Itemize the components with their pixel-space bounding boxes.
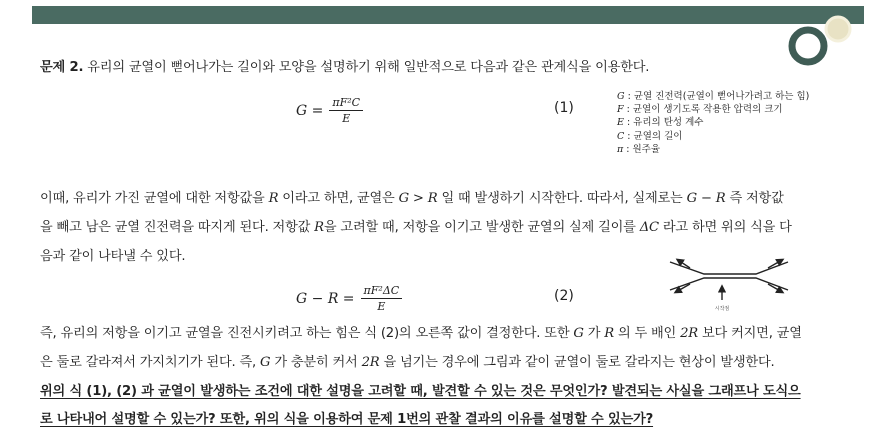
force-arrows xyxy=(676,260,782,300)
equation-2-denominator: E xyxy=(377,300,386,313)
paragraph-1-line-3: 음과 같이 나타낼 수 있다. xyxy=(40,249,186,264)
problem-number: 문제 2. xyxy=(40,60,84,75)
variable-legend xyxy=(617,90,809,156)
legend-item: π : 원주율 xyxy=(617,143,661,155)
paragraph-1-line-1: 이때, 유리가 가진 균열에 대한 저항값을 R 이라고 하면, 균열은 G > R 일 때 발생하기 시작한다. 따라서, 실제로는 G − R 즉 저항값 xyxy=(40,191,784,206)
equation-1 xyxy=(296,96,363,125)
decor-circle-dark xyxy=(792,30,824,62)
paragraph-2-line-1: 즉, 유리의 저항을 이기고 균열을 진전시키려고 하는 힘은 식 (2)의 오른쪽 값이 결정한다. 또한 G 가 R 의 두 배인 2R 보다 커지면, 균열 xyxy=(40,326,802,341)
equation-1-fraction xyxy=(329,96,363,125)
crack-branching-figure xyxy=(664,254,794,318)
equation-2-fraction xyxy=(361,284,403,313)
problem-statement xyxy=(40,56,649,75)
legend-item: G : 균열 진전력(균열이 뻗어나가려고 하는 힘) xyxy=(617,91,810,102)
equation-2 xyxy=(296,284,402,313)
equation-1-denominator: E xyxy=(342,112,351,125)
equation-1-numerator: πF²C xyxy=(329,96,363,111)
question-line-2: 로 나타내어 설명할 수 있는가? 또한, 위의 식을 이용하여 문제 1번의 관찰 결과의 이유를 설명할 수 있는가? xyxy=(40,412,654,427)
legend-item: E : 유리의 탄성 계수 xyxy=(617,117,704,129)
problem-intro: 유리의 균열이 뻗어나가는 길이와 모양을 설명하기 위해 일반적으로 다음과 같은 관계식을 이용한다. xyxy=(83,60,650,75)
question-line-1: 위의 식 (1), (2) 과 균열이 발생하는 조건에 대한 설명을 고려할 때, 발견할 수 있는 것은 무엇인가? 발견되는 사실을 그래프나 도식으 xyxy=(40,384,801,399)
header-bar xyxy=(32,6,864,24)
paragraph-2-line-2: 은 둘로 갈라져서 가지치기가 된다. 즉, G 가 충분히 커서 2R 을 넘기는 경우에 그림과 같이 균열이 둘로 갈라지는 현상이 발생한다. xyxy=(40,355,775,370)
legend-item: F : 균열이 생기도록 작용한 압력의 크기 xyxy=(617,104,783,116)
equation-1-lhs: G = xyxy=(296,102,324,119)
paragraph-1-line-2: 을 빼고 남은 균열 진전력을 따지게 된다. 저항값 R을 고려할 때, 저항을 이기고 발생한 균열의 실제 길이를 ΔC 라고 하면 위의 식을 다 xyxy=(40,220,792,235)
legend-item: C : 균열의 길이 xyxy=(617,130,683,142)
equation-2-number: (2) xyxy=(554,288,574,304)
equation-2-lhs: G − R = xyxy=(296,290,355,307)
start-point-caption: 시작점 xyxy=(714,306,730,312)
equation-2-numerator: πF²ΔC xyxy=(361,284,403,299)
equation-1-number: (1) xyxy=(554,100,574,116)
